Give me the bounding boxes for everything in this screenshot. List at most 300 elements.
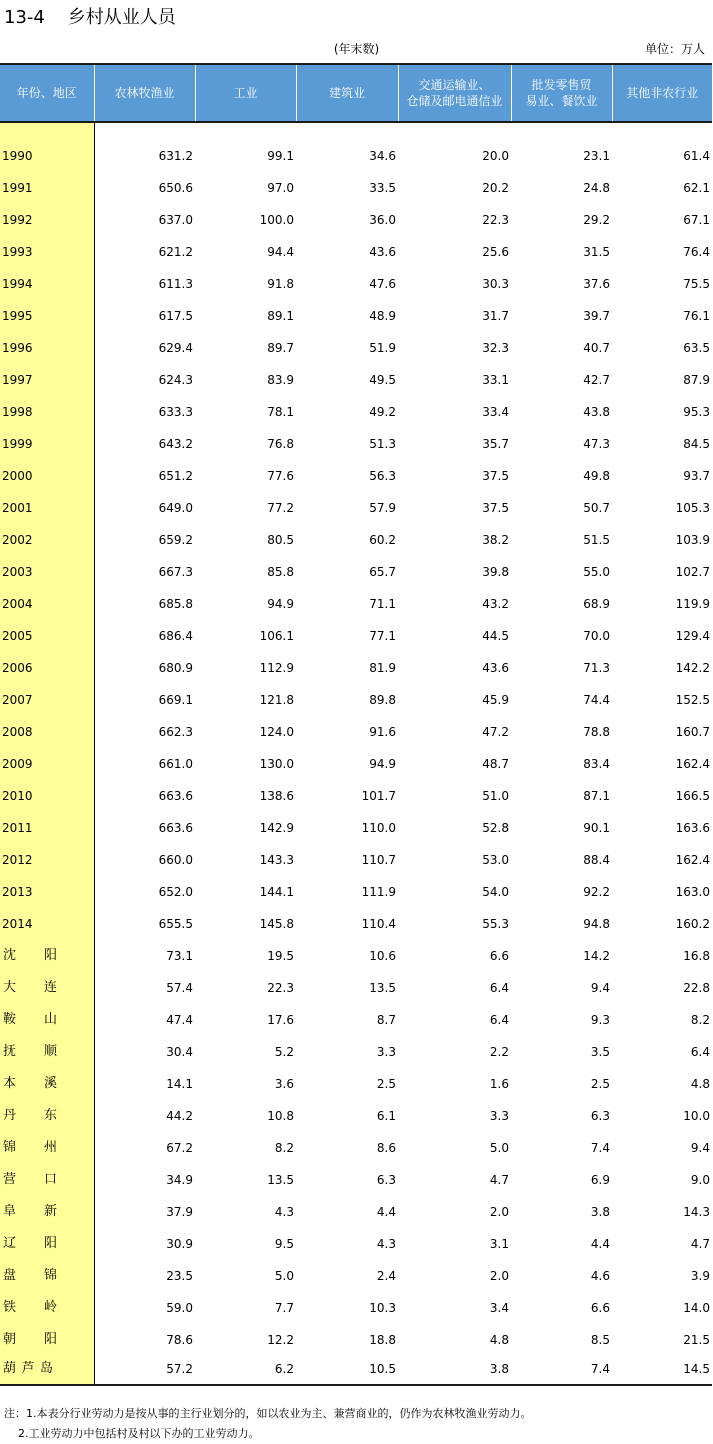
table-cell: 112.9 [259, 661, 294, 675]
table-cell: 14.1 [166, 1077, 193, 1091]
table-cell: 59.0 [166, 1301, 193, 1315]
year-row [0, 233, 712, 265]
region-row [0, 1129, 712, 1161]
table-cell: 23.1 [583, 149, 610, 163]
table-cell: 124.0 [259, 725, 294, 739]
year-row [0, 137, 712, 169]
table-cell: 655.5 [158, 917, 193, 931]
table-cell: 662.3 [158, 725, 193, 739]
table-cell: 4.6 [590, 1269, 610, 1283]
table-cell: 47.4 [166, 1013, 193, 1027]
table-cell: 8.6 [376, 1141, 396, 1155]
table-cell: 6.2 [195, 1353, 296, 1385]
year-label: 2012 [0, 841, 94, 873]
year-label: 2003 [0, 553, 94, 585]
year-label: 1992 [0, 201, 94, 233]
table-cell: 57.9 [369, 501, 396, 515]
table-cell: 7.7 [274, 1301, 294, 1315]
table-cell: 3.8 [398, 1353, 511, 1385]
table-cell: 160.2 [675, 917, 710, 931]
table-cell: 88.4 [583, 853, 610, 867]
table-cell: 6.3 [376, 1173, 396, 1187]
table-cell: 10.5 [296, 1353, 398, 1385]
year-row [0, 713, 712, 745]
table-cell: 63.5 [683, 341, 710, 355]
year-row [0, 265, 712, 297]
region-name: 本 溪 [3, 1076, 57, 1091]
year-row [0, 201, 712, 233]
table-cell: 111.9 [361, 885, 396, 899]
table-cell: 110.0 [361, 821, 396, 835]
table-cell: 89.1 [267, 309, 294, 323]
table-cell: 49.8 [583, 469, 610, 483]
year-row [0, 585, 712, 617]
table-cell: 20.0 [482, 149, 509, 163]
table-cell: 77.2 [267, 501, 294, 515]
region-label [0, 1065, 94, 1097]
year-row [0, 553, 712, 585]
table-cell: 617.5 [158, 309, 193, 323]
column-header: 年份、地区 [0, 64, 94, 122]
table-cell: 6.3 [590, 1109, 610, 1123]
table-cell: 2.5 [376, 1077, 396, 1091]
region-row [0, 1193, 712, 1225]
table-cell: 100.0 [259, 213, 294, 227]
region-label [0, 1321, 94, 1353]
region-label [0, 1289, 94, 1321]
year-label: 1994 [0, 265, 94, 297]
table-cell: 680.9 [158, 661, 193, 675]
table-cell: 6.4 [489, 981, 509, 995]
table-cell: 121.8 [259, 693, 294, 707]
table-cell: 163.6 [675, 821, 710, 835]
table-cell: 37.6 [583, 277, 610, 291]
year-label: 1998 [0, 393, 94, 425]
table-cell: 6.4 [690, 1045, 710, 1059]
table-cell: 56.3 [369, 469, 396, 483]
table-cell: 3.1 [489, 1237, 509, 1251]
table-cell: 19.5 [267, 949, 294, 963]
region-name: 朝 阳 [3, 1332, 57, 1347]
table-cell: 34.9 [166, 1173, 193, 1187]
table-cell: 2.0 [489, 1205, 509, 1219]
table-cell: 30.4 [166, 1045, 193, 1059]
table-cell: 78.6 [166, 1333, 193, 1347]
table-cell: 54.0 [482, 885, 509, 899]
table-cell: 74.4 [583, 693, 610, 707]
table-cell: 650.6 [158, 181, 193, 195]
table-cell: 89.8 [369, 693, 396, 707]
table-cell: 30.9 [166, 1237, 193, 1251]
table-cell: 57.4 [166, 981, 193, 995]
year-row [0, 649, 712, 681]
region-name: 铁 岭 [3, 1300, 57, 1315]
table-cell: 3.4 [489, 1301, 509, 1315]
table-cell: 2.0 [489, 1269, 509, 1283]
table-cell: 67.1 [683, 213, 710, 227]
year-label: 2014 [0, 905, 94, 937]
table-cell: 76.8 [267, 437, 294, 451]
region-row [0, 1353, 712, 1385]
column-header: 工业 [195, 64, 296, 122]
table-cell: 663.6 [158, 789, 193, 803]
year-label: 2007 [0, 681, 94, 713]
table-cell: 44.5 [482, 629, 509, 643]
table-cell: 659.2 [158, 533, 193, 547]
region-name: 沈 阳 [3, 948, 57, 963]
table-cell: 40.7 [583, 341, 610, 355]
year-label: 1993 [0, 233, 94, 265]
table-cell: 49.5 [369, 373, 396, 387]
table-cell: 3.3 [376, 1045, 396, 1059]
table-cell: 24.8 [583, 181, 610, 195]
table-cell: 22.8 [683, 981, 710, 995]
year-row [0, 361, 712, 393]
table-cell: 110.7 [361, 853, 396, 867]
table-cell: 119.9 [675, 597, 710, 611]
table-cell: 38.2 [482, 533, 509, 547]
table-cell: 9.5 [274, 1237, 294, 1251]
table-cell: 73.1 [166, 949, 193, 963]
table-cell: 83.9 [267, 373, 294, 387]
page-title: 13-4 乡村从业人员 [4, 7, 176, 28]
table-cell: 93.7 [683, 469, 710, 483]
table-cell: 47.2 [482, 725, 509, 739]
table-cell: 142.2 [675, 661, 710, 675]
table-cell: 13.5 [369, 981, 396, 995]
table-cell: 106.1 [259, 629, 294, 643]
table-cell: 4.3 [274, 1205, 294, 1219]
region-label [0, 1033, 94, 1065]
table-cell: 144.1 [259, 885, 294, 899]
table-cell: 6.4 [489, 1013, 509, 1027]
region-row [0, 1257, 712, 1289]
year-row [0, 329, 712, 361]
table-cell: 652.0 [158, 885, 193, 899]
table-cell: 21.5 [683, 1333, 710, 1347]
region-name: 锦 州 [3, 1140, 57, 1155]
table-cell: 36.0 [369, 213, 396, 227]
table-cell: 637.0 [158, 213, 193, 227]
table-cell: 34.6 [369, 149, 396, 163]
table-cell: 48.9 [369, 309, 396, 323]
table-cell: 52.8 [482, 821, 509, 835]
table-cell: 660.0 [158, 853, 193, 867]
year-label: 2011 [0, 809, 94, 841]
region-name: 阜 新 [3, 1204, 57, 1219]
table-cell: 43.6 [369, 245, 396, 259]
table-cell: 71.3 [583, 661, 610, 675]
table-cell: 4.8 [489, 1333, 509, 1347]
year-row [0, 777, 712, 809]
table-cell: 145.8 [259, 917, 294, 931]
year-label: 1995 [0, 297, 94, 329]
table-cell: 65.7 [369, 565, 396, 579]
table-cell: 33.1 [482, 373, 509, 387]
table-cell: 142.9 [259, 821, 294, 835]
table-cell: 3.5 [590, 1045, 610, 1059]
region-row [0, 937, 712, 969]
table-cell: 629.4 [158, 341, 193, 355]
year-label: 2010 [0, 777, 94, 809]
table-cell: 12.2 [267, 1333, 294, 1347]
year-row [0, 393, 712, 425]
table-cell: 18.8 [369, 1333, 396, 1347]
year-label: 2009 [0, 745, 94, 777]
table-header-row [0, 64, 712, 122]
table-cell: 47.6 [369, 277, 396, 291]
year-row [0, 745, 712, 777]
data-table [0, 63, 712, 1386]
year-label: 1990 [0, 137, 94, 169]
table-cell: 80.5 [267, 533, 294, 547]
table-cell: 32.3 [482, 341, 509, 355]
region-label [0, 969, 94, 1001]
table-cell: 85.8 [267, 565, 294, 579]
table-cell: 651.2 [158, 469, 193, 483]
table-cell: 55.0 [583, 565, 610, 579]
year-label: 2008 [0, 713, 94, 745]
table-cell: 71.1 [369, 597, 396, 611]
table-cell: 686.4 [158, 629, 193, 643]
table-cell: 22.3 [482, 213, 509, 227]
table-cell: 29.2 [583, 213, 610, 227]
table-cell: 13.5 [267, 1173, 294, 1187]
region-label [0, 1193, 94, 1225]
column-header: 批发零售贸 易业、餐饮业 [511, 64, 612, 122]
region-name: 盘 锦 [3, 1268, 57, 1283]
table-cell: 77.1 [369, 629, 396, 643]
year-row [0, 297, 712, 329]
year-label: 2002 [0, 521, 94, 553]
table-cell: 163.0 [675, 885, 710, 899]
table-cell: 9.3 [590, 1013, 610, 1027]
table-cell: 8.2 [274, 1141, 294, 1155]
table-cell: 10.8 [267, 1109, 294, 1123]
table-cell: 78.8 [583, 725, 610, 739]
table-cell: 162.4 [675, 853, 710, 867]
table-cell: 42.7 [583, 373, 610, 387]
table-cell: 110.4 [361, 917, 396, 931]
table-cell: 84.5 [683, 437, 710, 451]
year-label: 2001 [0, 489, 94, 521]
table-cell: 91.6 [369, 725, 396, 739]
table-cell: 30.3 [482, 277, 509, 291]
table-cell: 70.0 [583, 629, 610, 643]
table-cell: 667.3 [158, 565, 193, 579]
table-cell: 10.6 [369, 949, 396, 963]
region-name: 辽 阳 [3, 1236, 57, 1251]
table-cell: 102.7 [675, 565, 710, 579]
table-cell: 37.9 [166, 1205, 193, 1219]
region-name: 大 连 [3, 980, 57, 995]
table-cell: 31.5 [583, 245, 610, 259]
table-cell: 138.6 [259, 789, 294, 803]
table-cell: 3.9 [690, 1269, 710, 1283]
year-label: 2013 [0, 873, 94, 905]
table-cell: 624.3 [158, 373, 193, 387]
region-row [0, 1161, 712, 1193]
region-name: 葫 芦 岛 [3, 1361, 53, 1376]
table-cell: 14.2 [583, 949, 610, 963]
table-cell: 6.6 [590, 1301, 610, 1315]
table-cell: 99.1 [267, 149, 294, 163]
table-cell: 62.1 [683, 181, 710, 195]
table-cell: 8.5 [590, 1333, 610, 1347]
table-cell: 4.8 [690, 1077, 710, 1091]
year-row [0, 169, 712, 201]
region-row [0, 1001, 712, 1033]
table-cell: 94.4 [267, 245, 294, 259]
table-cell: 661.0 [158, 757, 193, 771]
table-cell: 94.8 [583, 917, 610, 931]
region-name: 抚 顺 [3, 1044, 57, 1059]
table-cell: 78.1 [267, 405, 294, 419]
table-cell: 83.4 [583, 757, 610, 771]
table-cell: 51.9 [369, 341, 396, 355]
table-cell: 5.0 [274, 1269, 294, 1283]
region-row [0, 1225, 712, 1257]
table-cell: 68.9 [583, 597, 610, 611]
table-cell: 649.0 [158, 501, 193, 515]
table-cell: 5.0 [489, 1141, 509, 1155]
region-label [0, 1257, 94, 1289]
table-cell: 47.3 [583, 437, 610, 451]
table-cell: 17.6 [267, 1013, 294, 1027]
table-cell: 48.7 [482, 757, 509, 771]
region-row [0, 1065, 712, 1097]
table-cell: 152.5 [675, 693, 710, 707]
table-cell: 94.9 [267, 597, 294, 611]
table-cell: 60.2 [369, 533, 396, 547]
table-cell: 10.3 [369, 1301, 396, 1315]
table-cell: 37.5 [482, 469, 509, 483]
table-cell: 87.1 [583, 789, 610, 803]
table-cell: 10.0 [683, 1109, 710, 1123]
region-row [0, 969, 712, 1001]
table-cell: 2.2 [489, 1045, 509, 1059]
table-cell: 4.4 [590, 1237, 610, 1251]
table-cell: 14.3 [683, 1205, 710, 1219]
year-label: 2004 [0, 585, 94, 617]
table-cell: 33.5 [369, 181, 396, 195]
table-cell: 6.6 [489, 949, 509, 963]
unit-label: 单位：万人 [644, 42, 705, 56]
table-cell: 611.3 [158, 277, 193, 291]
table-cell: 43.2 [482, 597, 509, 611]
table-cell: 633.3 [158, 405, 193, 419]
year-label: 1999 [0, 425, 94, 457]
table-cell: 23.5 [166, 1269, 193, 1283]
table-cell: 162.4 [675, 757, 710, 771]
table-cell: 6.1 [376, 1109, 396, 1123]
region-name: 营 口 [3, 1172, 57, 1187]
table-cell: 5.2 [274, 1045, 294, 1059]
table-cell: 39.8 [482, 565, 509, 579]
table-cell: 2.5 [590, 1077, 610, 1091]
table-cell: 97.0 [267, 181, 294, 195]
year-row [0, 489, 712, 521]
table-cell: 44.2 [166, 1109, 193, 1123]
table-cell: 92.2 [583, 885, 610, 899]
year-row [0, 521, 712, 553]
table-cell: 3.8 [590, 1205, 610, 1219]
table-cell: 14.5 [612, 1353, 712, 1385]
table-cell: 6.9 [590, 1173, 610, 1187]
table-cell: 4.4 [376, 1205, 396, 1219]
table-cell: 76.1 [683, 309, 710, 323]
region-row [0, 1321, 712, 1353]
table-cell: 160.7 [675, 725, 710, 739]
year-label: 1991 [0, 169, 94, 201]
table-cell: 51.0 [482, 789, 509, 803]
table-cell: 31.7 [482, 309, 509, 323]
column-header: 其他非农行业 [612, 64, 712, 122]
year-label: 2000 [0, 457, 94, 489]
table-cell: 43.6 [482, 661, 509, 675]
table-cell: 631.2 [158, 149, 193, 163]
table-cell: 130.0 [259, 757, 294, 771]
table-cell: 94.9 [369, 757, 396, 771]
table-cell: 33.4 [482, 405, 509, 419]
table-cell: 50.7 [583, 501, 610, 515]
table-cell: 8.7 [376, 1013, 396, 1027]
table-cell: 76.4 [683, 245, 710, 259]
table-cell: 57.2 [94, 1353, 195, 1385]
year-label: 2005 [0, 617, 94, 649]
table-cell: 25.6 [482, 245, 509, 259]
table-cell: 8.2 [690, 1013, 710, 1027]
table-cell: 9.4 [690, 1141, 710, 1155]
table-cell: 49.2 [369, 405, 396, 419]
table-cell: 67.2 [166, 1141, 193, 1155]
table-cell: 43.8 [583, 405, 610, 419]
table-cell: 685.8 [158, 597, 193, 611]
table-cell: 53.0 [482, 853, 509, 867]
table-cell: 621.2 [158, 245, 193, 259]
region-label [0, 1225, 94, 1257]
table-cell: 61.4 [683, 149, 710, 163]
year-row [0, 425, 712, 457]
region-label [0, 1161, 94, 1193]
year-label: 1997 [0, 361, 94, 393]
column-header: 建筑业 [296, 64, 398, 122]
year-row [0, 873, 712, 905]
footnote-2: 2.工业劳动力中包括村及村以下办的工业劳动力。 [4, 1427, 260, 1440]
table-cell: 22.3 [267, 981, 294, 995]
table-cell: 51.5 [583, 533, 610, 547]
year-row [0, 809, 712, 841]
table-cell: 81.9 [369, 661, 396, 675]
table-cell: 35.7 [482, 437, 509, 451]
year-row [0, 681, 712, 713]
table-cell: 20.2 [482, 181, 509, 195]
table-cell: 4.7 [489, 1173, 509, 1187]
table-cell: 103.9 [675, 533, 710, 547]
table-cell: 1.6 [489, 1077, 509, 1091]
region-row [0, 1289, 712, 1321]
table-cell: 14.0 [683, 1301, 710, 1315]
table-cell: 3.3 [489, 1109, 509, 1123]
table-cell: 39.7 [583, 309, 610, 323]
table-cell: 7.4 [590, 1141, 610, 1155]
region-row [0, 1033, 712, 1065]
table-cell: 101.7 [361, 789, 396, 803]
table-cell: 4.3 [376, 1237, 396, 1251]
table-subtitle: (年末数) [333, 42, 380, 56]
table-cell: 3.6 [274, 1077, 294, 1091]
table-cell: 2.4 [376, 1269, 396, 1283]
